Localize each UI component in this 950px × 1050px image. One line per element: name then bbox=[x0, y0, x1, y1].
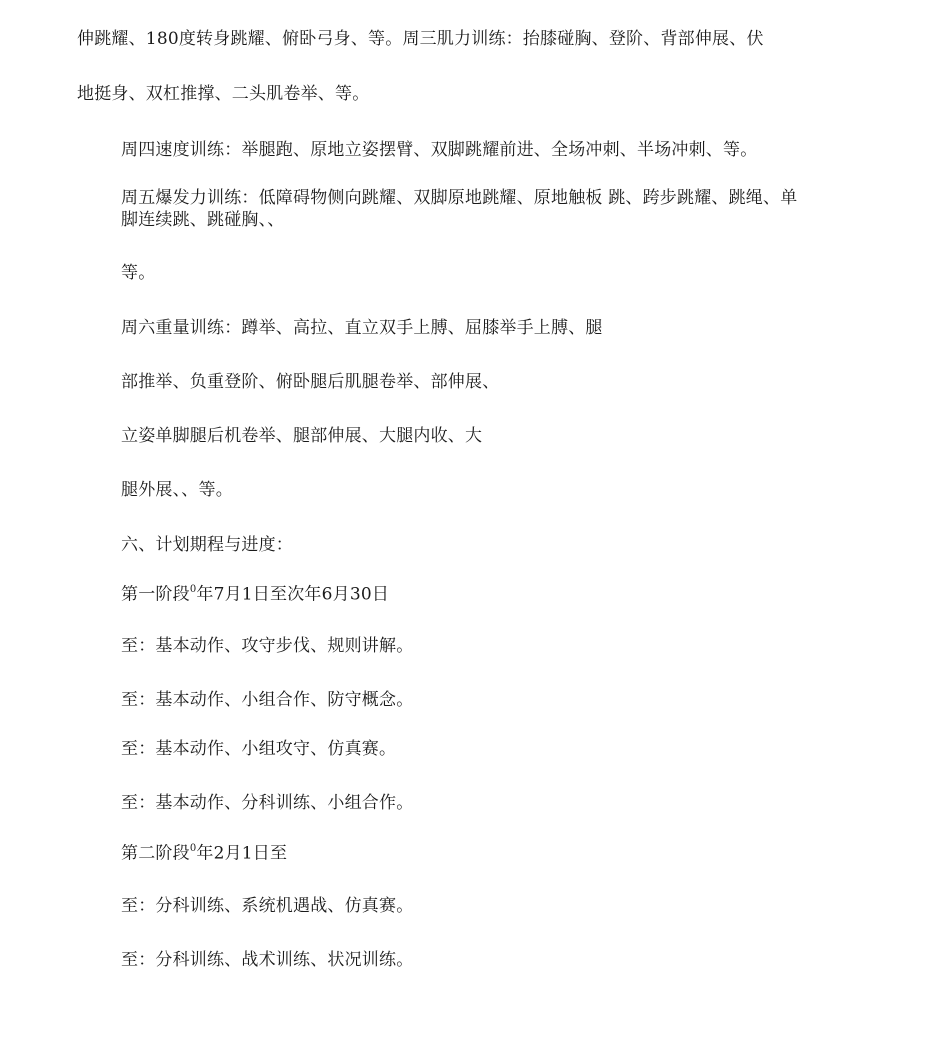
stage-2-prefix: 第二阶段 bbox=[121, 843, 190, 864]
stage-1-prefix: 第一阶段 bbox=[121, 584, 190, 605]
stage-1-heading bbox=[121, 580, 389, 606]
power-training-end: 等。 bbox=[121, 263, 156, 283]
speed-training-line: 周四速度训练：举腿跑、原地立姿摆臂、双脚跳耀前进、全场冲刺、半场冲刺、等。 bbox=[121, 140, 758, 160]
stage-2-suffix: 年2月1日至 bbox=[196, 843, 288, 864]
stage-2-heading bbox=[121, 839, 287, 865]
paragraph-line-1: 伸跳耀、180度转身跳耀、俯卧弓身、等。周三肌力训练：抬膝碰胸、登阶、背部伸展、伏 bbox=[77, 29, 764, 49]
stage-2-sup: 0 bbox=[189, 843, 197, 854]
schedule-item-3: 至：基本动作、小组攻守、仿真赛。 bbox=[121, 739, 397, 759]
power-training-line: 周五爆发力训练：低障碍物侧向跳耀、双脚原地跳耀、原地触板 跳、跨步跳耀、跳绳、单脚连续跳、跳碰胸、、 bbox=[121, 188, 798, 230]
paragraph-line-2: 地挺身、双杠推撑、二头肌卷举、等。 bbox=[77, 84, 370, 104]
schedule-item-2: 至：基本动作、小组合作、防守概念。 bbox=[121, 690, 414, 710]
weight-training-line-3: 立姿单脚腿后机卷举、腿部伸展、大腿内收、大 bbox=[121, 426, 483, 446]
section-heading-schedule: 六、计划期程与进度： bbox=[121, 535, 293, 555]
stage-1-sup: 0 bbox=[189, 584, 197, 595]
stage-1-suffix: 年7月1日至次年6月30日 bbox=[196, 584, 390, 605]
schedule-item-1: 至：基本动作、攻守步伐、规则讲解。 bbox=[121, 636, 414, 656]
schedule-item-5: 至：分科训练、系统机遇战、仿真赛。 bbox=[121, 896, 414, 916]
weight-training-line-1: 周六重量训练：蹲举、高拉、直立双手上膊、屈膝举手上膊、腿 bbox=[121, 318, 603, 338]
schedule-item-4: 至：基本动作、分科训练、小组合作。 bbox=[121, 793, 414, 813]
weight-training-line-2: 部推举、负重登阶、俯卧腿后肌腿卷举、部伸展、 bbox=[121, 372, 500, 392]
weight-training-line-4: 腿外展、、等。 bbox=[121, 480, 233, 500]
schedule-item-6: 至：分科训练、战术训练、状况训练。 bbox=[121, 950, 414, 970]
